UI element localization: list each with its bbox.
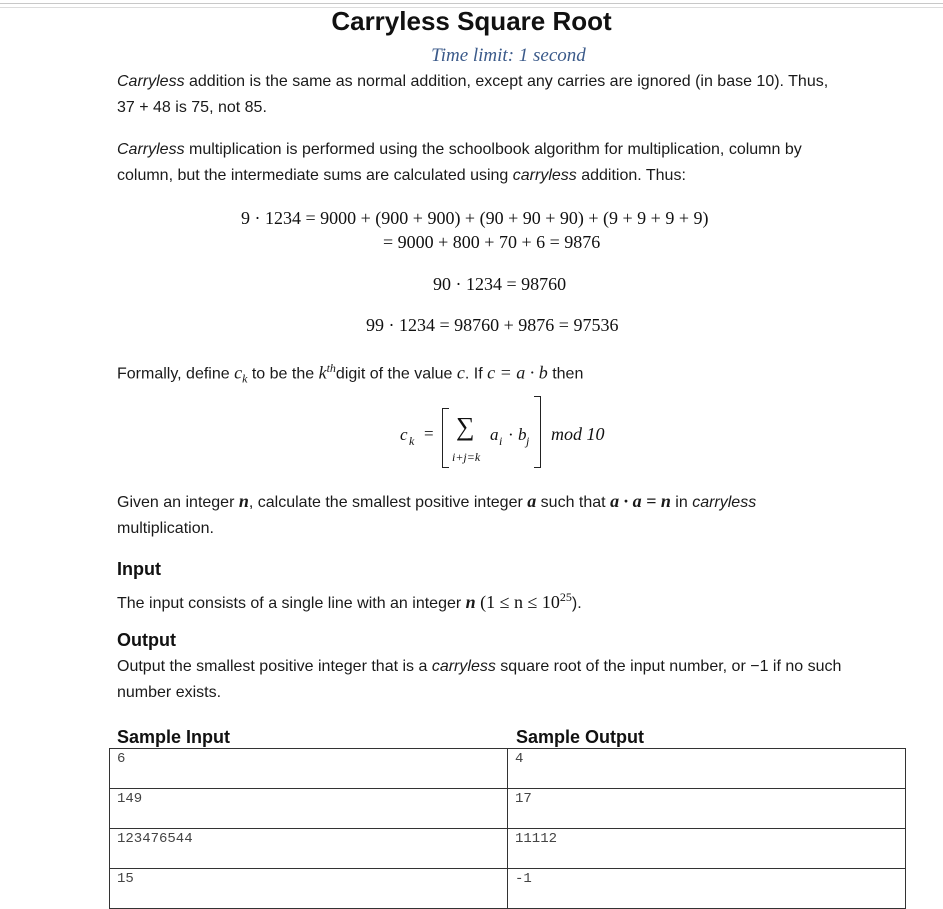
var-a: a xyxy=(527,491,537,511)
sample-input-cell: 149 xyxy=(110,789,508,829)
given-expr: a · a = n xyxy=(610,491,671,511)
output-description xyxy=(117,654,841,706)
sample-input-heading: Sample Input xyxy=(117,727,231,747)
time-limit: Time limit: 1 second xyxy=(431,45,586,66)
var-n: n xyxy=(238,491,249,511)
formula-term-j: j xyxy=(526,434,530,448)
sample-input-cell: 6 xyxy=(110,749,508,789)
sample-input-cell: 15 xyxy=(110,869,508,909)
given-line2: multiplication. xyxy=(117,520,214,537)
formal-text-a: Formally, define xyxy=(117,365,235,383)
var-n: n xyxy=(465,592,476,612)
samples-table xyxy=(109,748,906,909)
given-text-d: in xyxy=(670,494,693,511)
formula-dot: · xyxy=(508,425,514,444)
equation-99x1234: 99 · 1234 = 98760 + 9876 = 97536 xyxy=(366,315,619,335)
formula-term-i: i xyxy=(499,434,503,448)
sample-output-cell: 17 xyxy=(508,789,906,829)
input-constraint xyxy=(480,592,572,612)
formal-text-e: then xyxy=(547,365,584,383)
table-row xyxy=(110,829,906,869)
var-ck: c xyxy=(234,362,243,383)
formula-equals: = xyxy=(424,424,434,443)
formula-mod-text: mod 10 xyxy=(551,424,605,444)
sigma-icon: ∑ xyxy=(456,412,475,441)
formula-mod xyxy=(551,424,605,445)
equation-90x1234: 90 · 1234 = 98760 xyxy=(433,274,567,294)
term-carryless: carryless xyxy=(512,167,577,184)
paragraph-carryless-addition xyxy=(117,69,828,121)
formula-term-a: a xyxy=(490,425,499,444)
formula-lhs-sub: k xyxy=(409,434,415,448)
right-bracket xyxy=(534,396,541,468)
var-ck-sub: k xyxy=(242,371,248,386)
input-description xyxy=(117,584,582,617)
input-heading: Input xyxy=(117,559,161,579)
formal-text-b: to be the xyxy=(247,365,319,383)
term-carryless: Carryless xyxy=(117,73,185,90)
left-floor-bracket xyxy=(442,408,449,468)
sample-output-cell: 4 xyxy=(508,749,906,789)
table-row xyxy=(110,749,906,789)
term-carryless: Carryless xyxy=(117,141,185,158)
input-constraint-text: (1 ≤ n ≤ 10 xyxy=(480,592,560,612)
term-carryless: carryless xyxy=(431,658,496,675)
given-text-c: such that xyxy=(536,494,611,511)
formal-expr: c = a · b xyxy=(487,362,548,383)
sample-output-cell: 11112 xyxy=(508,829,906,869)
output-line2: number exists. xyxy=(117,684,222,701)
output-text-b: square root of the input number, or −1 if no such xyxy=(495,658,842,675)
input-text-a: The input consists of a single line with an integer xyxy=(117,595,466,612)
var-th: th xyxy=(326,361,336,375)
input-constraint-close: ). xyxy=(571,595,582,612)
formula-term-b: b xyxy=(518,425,527,444)
sample-output-cell: -1 xyxy=(508,869,906,909)
sigma-subscript: i+j=k xyxy=(452,450,481,464)
var-k: k xyxy=(318,362,327,383)
sample-input-cell: 123476544 xyxy=(110,829,508,869)
paragraph-formal-definition xyxy=(117,355,583,392)
top-rule xyxy=(0,3,943,4)
input-constraint-exp: 25 xyxy=(559,590,572,604)
right-bracket-top xyxy=(534,396,540,397)
formal-text-d: . If xyxy=(464,365,488,383)
table-row xyxy=(110,869,906,909)
page-title: Carryless Square Root xyxy=(331,6,612,36)
output-heading: Output xyxy=(117,630,176,650)
equation-9x1234-result: = 9000 + 800 + 70 + 6 = 9876 xyxy=(383,232,601,252)
given-text-a: Given an integer xyxy=(117,494,239,511)
paragraph-text: multiplication is performed using the schoolbook algorithm for multiplication, column by xyxy=(184,141,802,158)
paragraph-problem-statement xyxy=(117,488,756,542)
sample-output-heading: Sample Output xyxy=(516,727,645,747)
formal-text-c: digit of the value xyxy=(335,365,457,383)
paragraph-carryless-multiplication xyxy=(117,137,802,189)
equation-9x1234: 9 · 1234 = 9000 + (900 + 900) + (90 + 90 + 90) + (9 + 9 + 9 + 9) xyxy=(241,208,709,228)
term-carryless: carryless xyxy=(692,494,757,511)
paragraph-line2-a: column, but the intermediate sums are calculated using xyxy=(117,167,513,184)
var-c: c xyxy=(456,362,465,383)
given-text-b: , calculate the smallest positive integer xyxy=(248,494,528,511)
formula-lhs: c xyxy=(400,425,408,444)
paragraph-line2: 37 + 48 is 75, not 85. xyxy=(117,99,267,116)
output-text-a: Output the smallest positive integer that is a xyxy=(117,658,432,675)
paragraph-text: addition is the same as normal addition, except any carries are ignored (in base 10). Thus, xyxy=(184,73,829,90)
table-row xyxy=(110,789,906,829)
paragraph-line2-b: addition. Thus: xyxy=(576,167,686,184)
